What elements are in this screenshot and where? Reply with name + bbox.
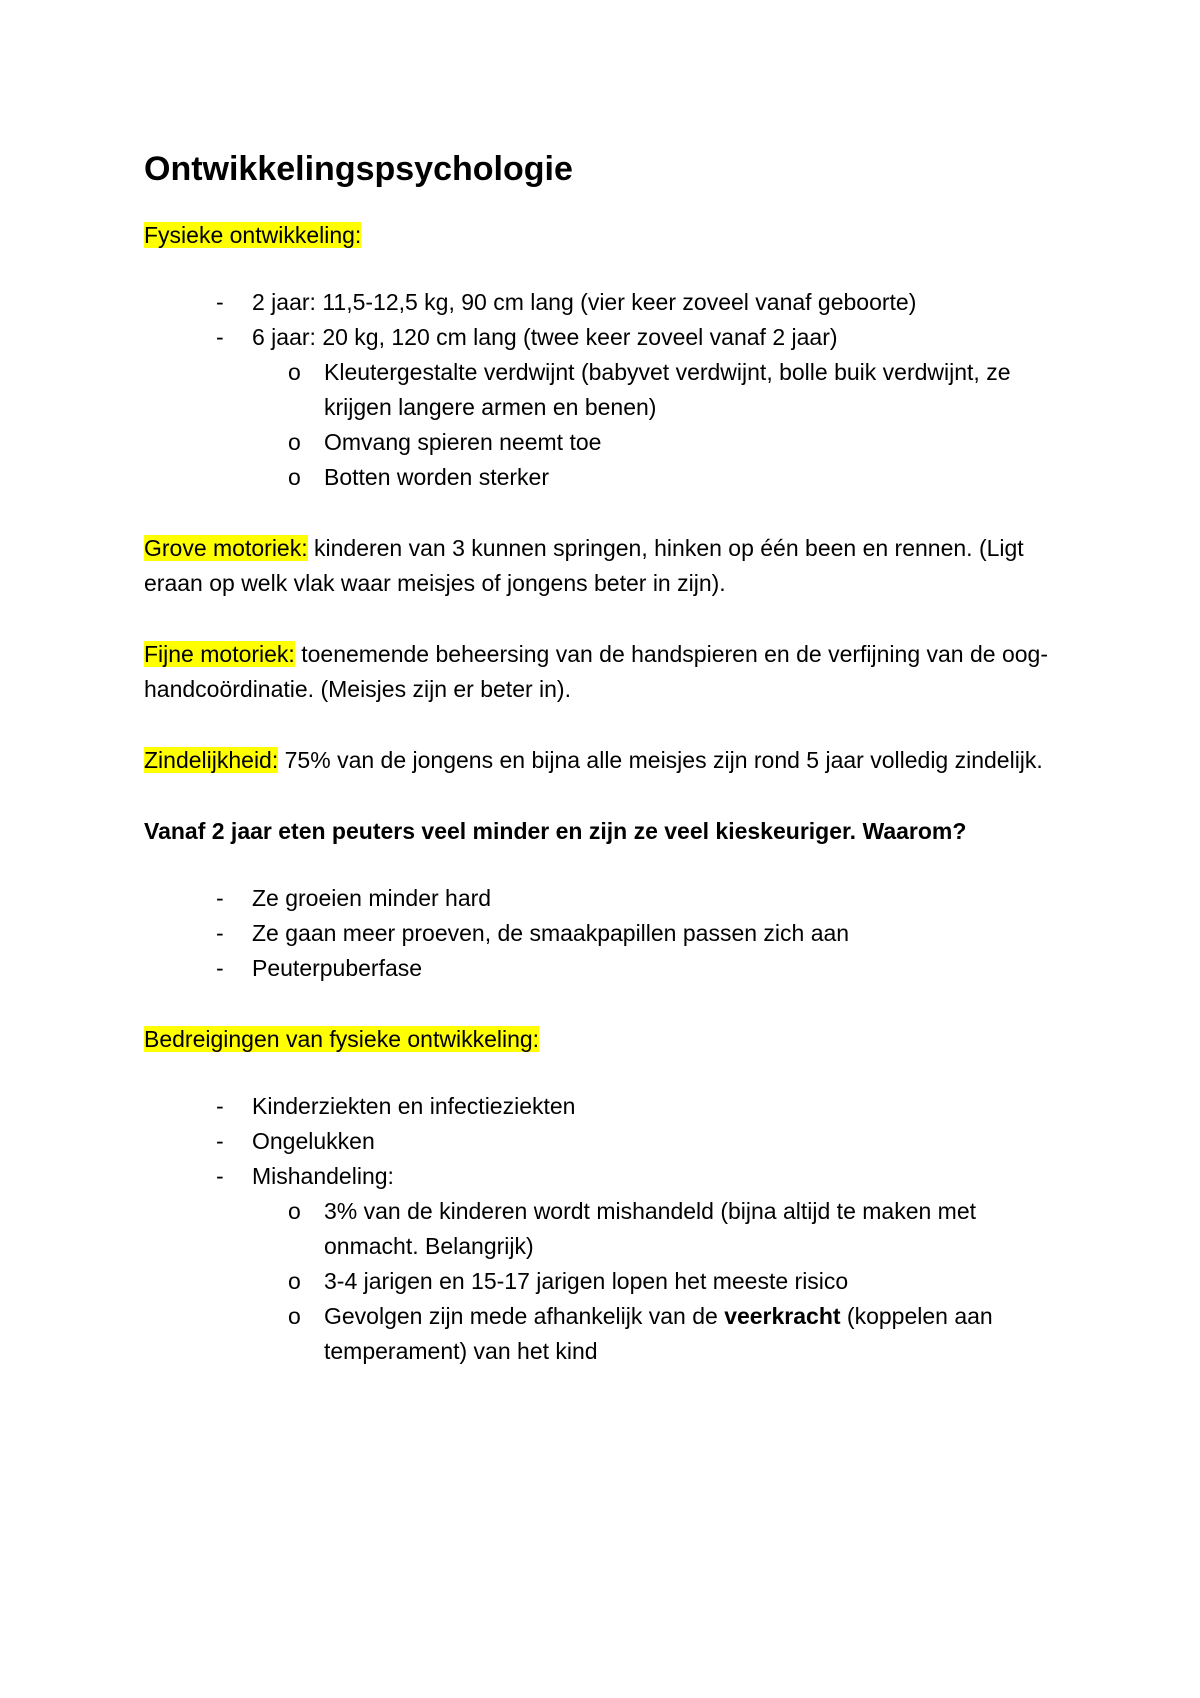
list-item-text: Peuterpuberfase [252,955,423,981]
sub-list-item [144,355,1064,425]
circle-bullet: o [288,359,301,385]
dash-bullet: - [216,1163,224,1189]
bedreiging-list [144,1089,1064,1369]
sub-list-item-text [324,1303,993,1364]
paragraph-text: 75% van de jongens en bijna alle meisjes zijn rond 5 jaar volledig zindelijk. [278,747,1043,773]
circle-bullet: o [288,464,301,490]
circle-bullet: o [288,1198,301,1224]
sub-list-item [144,1299,1064,1369]
circle-bullet: o [288,429,301,455]
sub-list-item-text: Kleutergestalte verdwijnt (babyvet verdwijnt, bolle buik verdwijnt, ze krijgen langere armen en benen) [324,359,1011,420]
text-before: Gevolgen zijn mede afhankelijk van de [324,1303,725,1329]
fysiek-sublist [252,355,1064,495]
list-item [144,1124,1064,1159]
sub-list-item [144,1194,1064,1264]
dash-bullet: - [216,1093,224,1119]
circle-bullet: o [288,1303,301,1329]
list-item [144,1089,1064,1124]
highlighted-label: Grove motoriek: [144,535,308,561]
sub-list-item [144,1264,1064,1299]
dash-bullet: - [216,920,224,946]
highlighted-heading: Fysieke ontwikkeling: [144,222,362,248]
highlighted-label: Fijne motoriek: [144,641,295,667]
dash-bullet: - [216,1128,224,1154]
sub-list-item [144,425,1064,460]
sub-list-item-text: Botten worden sterker [324,464,550,490]
sub-list-item [144,460,1064,495]
bedreiging-sublist [252,1194,1064,1369]
sub-list-item-text: 3-4 jarigen en 15-17 jarigen lopen het meeste risico [324,1268,849,1294]
list-item [144,285,1064,320]
list-item-text: 6 jaar: 20 kg, 120 cm lang (twee keer zoveel vanaf 2 jaar) [252,324,838,350]
paragraph-grove-motoriek [144,531,1064,601]
list-item-text: Ze gaan meer proeven, de smaakpapillen passen zich aan [252,920,850,946]
dash-bullet: - [216,289,224,315]
dash-bullet: - [216,955,224,981]
list-item [144,1159,1064,1369]
paragraph-zindelijkheid [144,743,1064,778]
fysiek-list [144,285,1064,495]
list-item-text: Kinderziekten en infectieziekten [252,1093,576,1119]
list-item [144,951,1064,986]
document-body [144,148,1064,1405]
list-item [144,916,1064,951]
section-heading-bedreigingen [144,1022,1064,1057]
circle-bullet: o [288,1268,301,1294]
list-item-text: Mishandeling: [252,1163,394,1189]
paragraph-text: toenemende beheersing van de handspieren en de verfijning van de oog-handcoördinatie. (Meisjes zijn er beter in). [144,641,1048,702]
dash-bullet: - [216,324,224,350]
highlighted-heading: Bedreigingen van fysieke ontwikkeling: [144,1026,540,1052]
section-heading-fysiek [144,218,1064,253]
list-item-text: Ongelukken [252,1128,375,1154]
bold-question: Vanaf 2 jaar eten peuters veel minder en zijn ze veel kieskeuriger. Waarom? [144,818,967,844]
highlighted-label: Zindelijkheid: [144,747,279,773]
eten-list [144,881,1064,986]
text-after: (koppelen aan temperament) van het kind [324,1303,993,1364]
paragraph-fijne-motoriek [144,637,1064,707]
page-title: Ontwikkelingspsychologie [144,150,573,188]
list-item [144,881,1064,916]
list-item [144,320,1064,495]
list-item-text: 2 jaar: 11,5-12,5 kg, 90 cm lang (vier keer zoveel vanaf geboorte) [252,289,917,315]
list-item-text: Ze groeien minder hard [252,885,492,911]
bold-term: veerkracht [724,1303,841,1329]
paragraph-text: kinderen van 3 kunnen springen, hinken op één been en rennen. (Ligt eraan op welk vlak waar meisjes of jongens beter in zijn). [144,535,1024,596]
sub-list-item-text: 3% van de kinderen wordt mishandeld (bijna altijd te maken met onmacht. Belangrijk) [324,1198,977,1259]
sub-list-item-text: Omvang spieren neemt toe [324,429,602,455]
dash-bullet: - [216,885,224,911]
